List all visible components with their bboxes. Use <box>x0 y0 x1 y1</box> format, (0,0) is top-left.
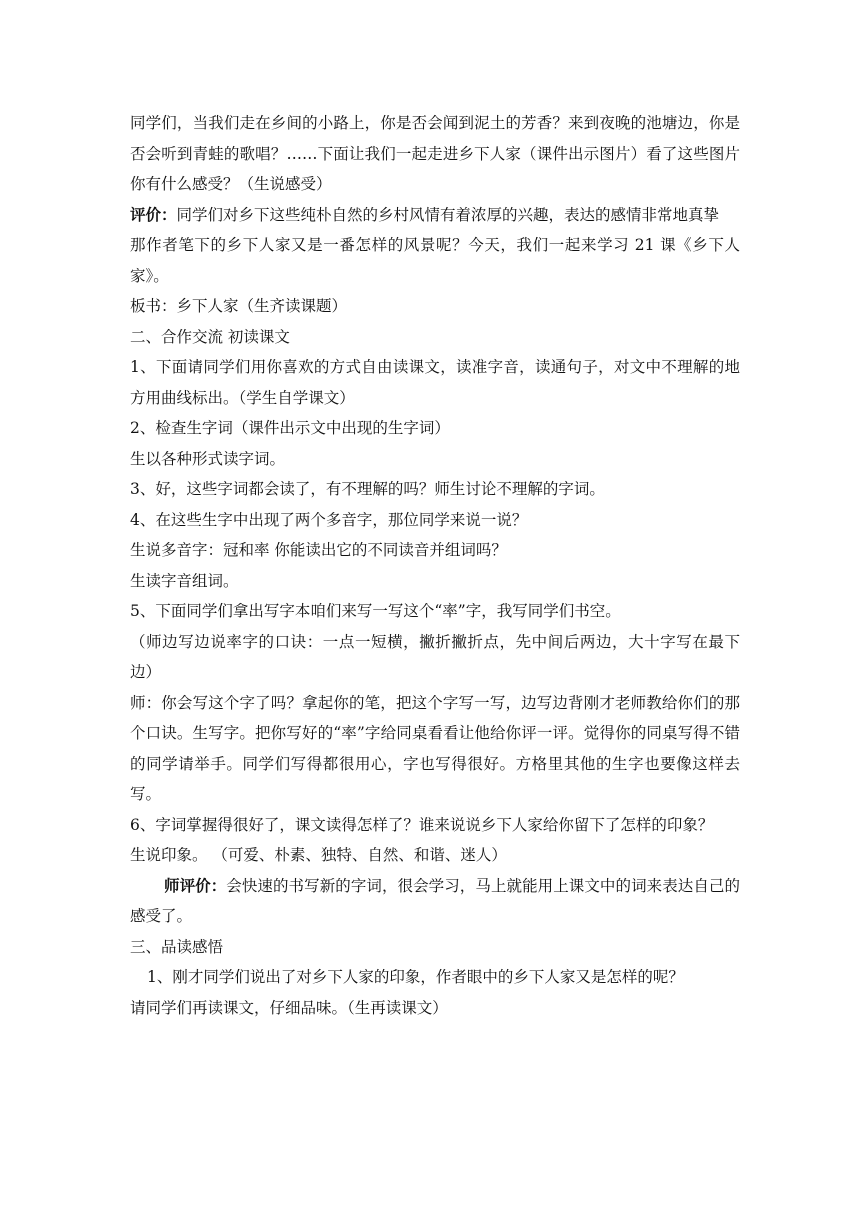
paragraph-text: 师：你会写这个字了吗？拿起你的笔，把这个字写一写，边写边背刚才老师教给你们的那个口诀。生写字。把你写好的“率”字给同桌看看让他给你评一评。觉得你的同桌写得不错的同学请举手。同学们写得都很用心，字也写得很好。方格里其他的生字也要像这样去写。 <box>130 693 740 803</box>
paragraph-teacher-evaluation <box>130 871 740 932</box>
step-1 <box>130 352 740 413</box>
paragraph-text: 那作者笔下的乡下人家又是一番怎样的风景呢？今天，我们一起来学习 21 课《乡下人家》。 <box>130 236 740 285</box>
step-6 <box>130 810 740 841</box>
section-heading-3 <box>130 932 740 963</box>
step-5-teacher <box>130 688 740 810</box>
step-5 <box>130 596 740 627</box>
paragraph-text: 2、检查生字词（课件出示文中出现的生字词） <box>130 419 450 437</box>
paragraph-text: （师边写边说率字的口诀：一点一短横，撇折撇折点，先中间后两边，大十字写在最下边） <box>130 632 740 681</box>
paragraph-lead-in <box>130 230 740 291</box>
paragraph-text: 生说多音字：冠和率 你能读出它的不同读音并组词吗？ <box>130 541 507 559</box>
paragraph-text: 5、下面同学们拿出写字本咱们来写一写这个“率”字，我写同学们书空。 <box>130 602 621 620</box>
step-5-mnemonic <box>130 627 740 688</box>
paragraph-text: 会快速的书写新的字词，很会学习，马上就能用上课文中的词来表达自己的感受了。 <box>130 876 740 925</box>
paragraph-text: 6、字词掌握得很好了，课文读得怎样了？谁来说说乡下人家给你留下了怎样的印象？ <box>130 815 714 834</box>
reading-step-1 <box>130 962 740 993</box>
step-4 <box>130 505 740 536</box>
teacher-evaluation-label: 师评价： <box>164 876 227 895</box>
step-3 <box>130 474 740 505</box>
step-6-note <box>130 840 740 871</box>
section-heading-text: 二、合作交流 初读课文 <box>130 327 290 346</box>
document-page <box>130 108 740 1023</box>
step-4-note-2 <box>130 566 740 597</box>
paragraph-text: 3、好，这些字词都会读了，有不理解的吗？师生讨论不理解的字词。 <box>130 480 605 498</box>
step-4-note <box>130 535 740 566</box>
paragraph-text: 同学们对乡下这些纯朴自然的乡村风情有着浓厚的兴趣，表达的感情非常地真挚 <box>176 205 720 224</box>
paragraph-text: 生读字音组词。 <box>130 571 239 590</box>
section-heading-text: 三、品读感悟 <box>130 937 224 956</box>
paragraph-evaluation <box>130 200 740 231</box>
paragraph-text: 同学们，当我们走在乡间的小路上，你是否会闻到泥土的芳香？来到夜晚的池塘边，你是否会听到青蛙的歌唱？……下面让我们一起走进乡下人家（课件出示图片）看了这些图片你有什么感受？（生说感受） <box>130 114 740 193</box>
paragraph-text: 1、刚才同学们说出了对乡下人家的印象，作者眼中的乡下人家又是怎样的呢？ <box>147 968 684 986</box>
paragraph-intro <box>130 108 740 200</box>
paragraph-text: 1、下面请同学们用你喜欢的方式自由读课文，读准字音，读通句子，对文中不理解的地方用曲线标出。（学生自学课文） <box>130 358 740 407</box>
step-2 <box>130 413 740 444</box>
evaluation-label: 评价： <box>130 205 177 224</box>
paragraph-text: 请同学们再读课文，仔细品味。（生再读课文） <box>130 998 448 1017</box>
paragraph-text: 板书：乡下人家（生齐读课题） <box>130 297 348 315</box>
section-heading-2 <box>130 322 740 353</box>
paragraph-text: 生说印象。 （可爱、朴素、独特、自然、和谐、迷人） <box>130 846 507 864</box>
paragraph-text: 4、在这些生字中出现了两个多音字，那位同学来说一说？ <box>130 510 528 529</box>
step-2-note <box>130 444 740 475</box>
paragraph-text: 生以各种形式读字词。 <box>130 449 286 468</box>
reading-step-1-note <box>130 993 740 1024</box>
paragraph-board-writing <box>130 291 740 322</box>
